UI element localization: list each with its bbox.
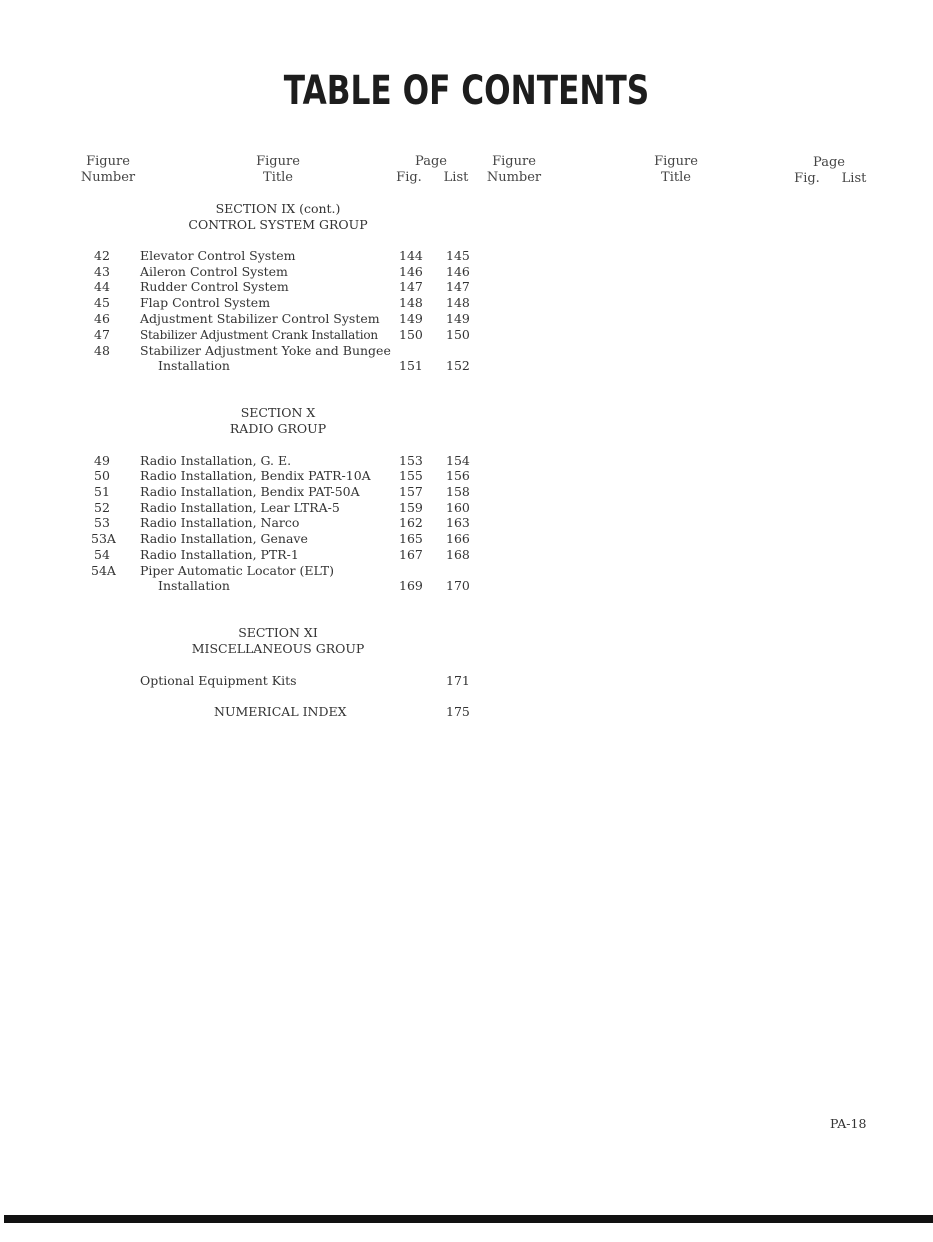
list-page: 156 [446, 468, 470, 483]
header-page-fig-right: Fig. [794, 171, 820, 186]
figure-number: 53 [94, 515, 110, 530]
figure-number: 42 [94, 248, 110, 263]
figure-number: 49 [94, 453, 110, 468]
figure-title: Radio Installation, Lear LTRA-5 [140, 500, 340, 515]
figure-number: 45 [94, 295, 110, 310]
list-page: 145 [446, 248, 470, 263]
figure-title: Rudder Control System [140, 279, 289, 294]
figure-title: Radio Installation, Bendix PAT-50A [140, 484, 360, 499]
header-page-right: Page [813, 155, 845, 170]
list-page: 166 [446, 531, 470, 546]
figure-title: Elevator Control System [140, 248, 296, 263]
figure-title: Optional Equipment Kits [140, 673, 297, 688]
fig-page: 151 [399, 358, 423, 373]
header-text: Figure [86, 154, 130, 169]
figure-number: 53A [91, 531, 116, 546]
page-number: PA-18 [830, 1116, 867, 1131]
figure-title-continued: Installation [158, 358, 230, 373]
fig-page: 159 [399, 500, 423, 515]
figure-title: Radio Installation, Bendix PATR-10A [140, 468, 371, 483]
fig-page: 153 [399, 453, 423, 468]
figure-title: Radio Installation, Narco [140, 515, 300, 530]
header-text: Figure [654, 154, 698, 169]
numerical-index-page: 175 [446, 704, 470, 719]
figure-number: 50 [94, 468, 110, 483]
fig-page: 165 [399, 531, 423, 546]
header-text: Title [263, 170, 293, 185]
header-figure-number [70, 154, 146, 186]
header-page-list-right: List [841, 171, 867, 186]
figure-title: Stabilizer Adjustment Yoke and Bungee [140, 343, 391, 358]
header-text: Number [80, 170, 136, 185]
figure-title: Aileron Control System [140, 264, 288, 279]
fig-page: 150 [399, 327, 423, 342]
header-figure-title-right [636, 154, 716, 186]
figure-title: Radio Installation, Genave [140, 531, 308, 546]
figure-number: 46 [94, 311, 110, 326]
figure-number: 54 [94, 547, 110, 562]
figure-title: Stabilizer Adjustment Crank Installation [140, 328, 378, 342]
bottom-rule [4, 1215, 933, 1223]
list-page: 148 [446, 295, 470, 310]
figure-title: Flap Control System [140, 295, 271, 310]
figure-number: 44 [94, 279, 110, 294]
header-text: Number [486, 170, 542, 185]
header-figure-number-right [476, 154, 552, 186]
list-page: 168 [446, 547, 470, 562]
figure-title: Adjustment Stabilizer Control System [140, 311, 380, 326]
section-heading: SECTION X [240, 405, 316, 420]
list-page: 150 [446, 327, 470, 342]
header-text: Figure [492, 154, 536, 169]
header-text: Title [661, 170, 691, 185]
figure-number: 43 [94, 264, 110, 279]
fig-page: 167 [399, 547, 423, 562]
numerical-index-label: NUMERICAL INDEX [214, 704, 347, 719]
figure-number: 47 [94, 327, 110, 342]
list-page: 158 [446, 484, 470, 499]
figure-number: 52 [94, 500, 110, 515]
page-title: TABLE OF CONTENTS [283, 68, 650, 114]
header-page-list: List [443, 170, 469, 185]
figure-title-continued: Installation [158, 578, 230, 593]
figure-title: Radio Installation, PTR-1 [140, 547, 299, 562]
header-figure-title [238, 154, 318, 186]
list-page: 170 [446, 578, 470, 593]
fig-page: 149 [399, 311, 423, 326]
fig-page: 146 [399, 264, 423, 279]
header-page-fig: Fig. [396, 170, 422, 185]
list-page: 154 [446, 453, 470, 468]
section-heading: CONTROL SYSTEM GROUP [188, 217, 368, 232]
fig-page: 144 [399, 248, 423, 263]
figure-title: Piper Automatic Locator (ELT) [140, 563, 334, 578]
list-page: 163 [446, 515, 470, 530]
fig-page: 147 [399, 279, 423, 294]
section-heading: RADIO GROUP [229, 421, 327, 436]
fig-page: 162 [399, 515, 423, 530]
section-heading: MISCELLANEOUS GROUP [191, 641, 365, 656]
fig-page: 169 [399, 578, 423, 593]
header-page: Page [415, 154, 447, 169]
list-page: 149 [446, 311, 470, 326]
fig-page: 155 [399, 468, 423, 483]
list-page: 152 [446, 358, 470, 373]
section-heading: SECTION IX (cont.) [215, 201, 341, 216]
fig-page: 148 [399, 295, 423, 310]
figure-number: 51 [94, 484, 110, 499]
figure-title: Radio Installation, G. E. [140, 453, 292, 468]
list-page: 147 [446, 279, 470, 294]
header-text: Figure [256, 154, 300, 169]
figure-number: 54A [91, 563, 116, 578]
fig-page: 157 [399, 484, 423, 499]
section-heading: SECTION XI [238, 625, 318, 640]
list-page: 146 [446, 264, 470, 279]
figure-number: 48 [94, 343, 110, 358]
list-page: 160 [446, 500, 470, 515]
list-page: 171 [446, 673, 470, 688]
